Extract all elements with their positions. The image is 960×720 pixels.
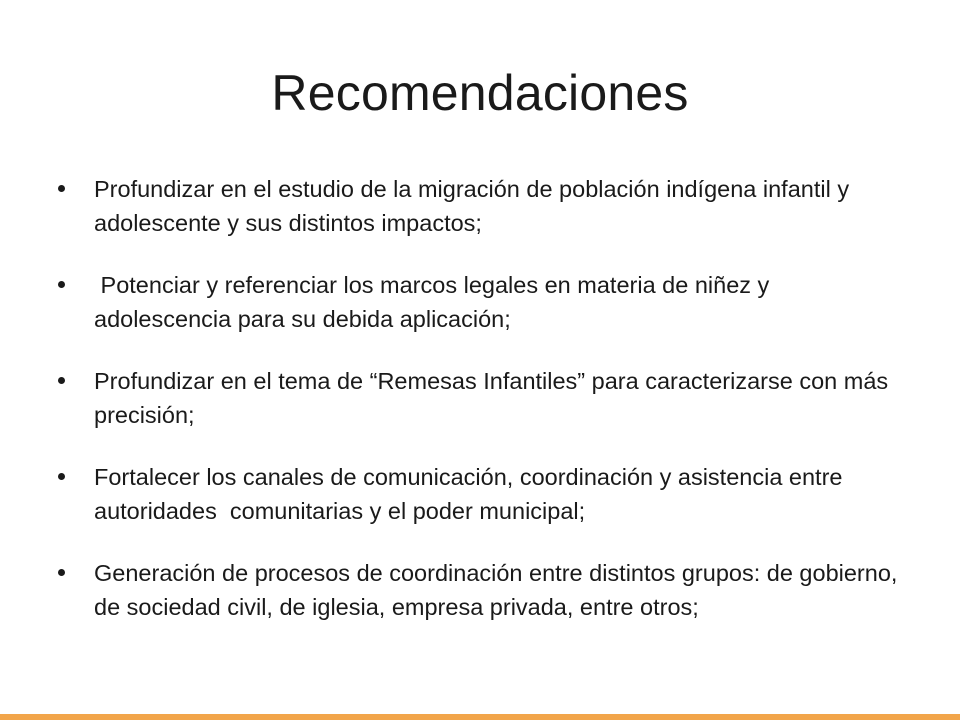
list-item	[58, 364, 908, 432]
bullet-icon	[58, 473, 65, 480]
bullet-text: Potenciar y referenciar los marcos legales en materia de niñez y adolescencia para su debida aplicación;	[94, 272, 776, 332]
bullet-text: Generación de procesos de coordinación entre distintos grupos: de gobierno, de sociedad civil, de iglesia, empresa privada, entre otros;	[94, 560, 898, 620]
bullet-icon	[58, 281, 65, 288]
slide-title: Recomendaciones	[271, 65, 689, 121]
bullet-text: Profundizar en el estudio de la migración de población indígena infantil y adolescente y sus distintos impactos;	[94, 176, 850, 236]
bullet-icon	[58, 377, 65, 384]
list-item	[58, 460, 908, 528]
accent-bar	[0, 714, 960, 720]
list-item	[58, 268, 908, 336]
bullet-list	[58, 172, 908, 652]
bullet-text: Fortalecer los canales de comunicación, coordinación y asistencia entre autoridades comunitarias y el poder municipal;	[94, 464, 850, 524]
list-item	[58, 172, 908, 240]
bullet-icon	[58, 185, 65, 192]
list-item	[58, 556, 908, 624]
bullet-icon	[58, 569, 65, 576]
bullet-text: Profundizar en el tema de “Remesas Infantiles” para caracterizarse con más precisión;	[94, 368, 889, 428]
